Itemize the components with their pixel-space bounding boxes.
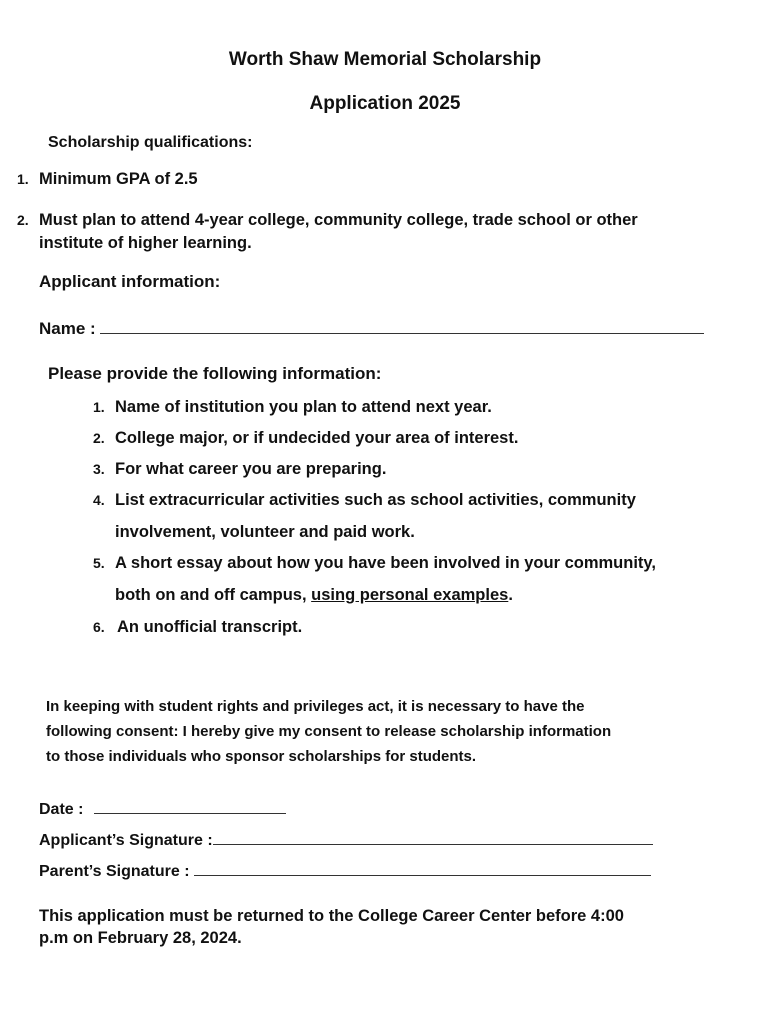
- qualifications-heading: Scholarship qualifications:: [48, 134, 253, 151]
- provide-number: 2.: [93, 430, 105, 446]
- provide-text: A short essay about how you have been involved in your community,: [115, 554, 656, 572]
- applicant-signature-field: [39, 830, 653, 850]
- provide-number: 6.: [93, 619, 105, 635]
- parent-signature-line[interactable]: [194, 861, 651, 876]
- qualification-number: 1.: [17, 171, 29, 187]
- consent-line-3: to those individuals who sponsor scholarships for students.: [46, 748, 477, 765]
- consent-line-1: In keeping with student rights and privileges act, it is necessary to have the: [46, 698, 585, 715]
- provide-text-post: .: [508, 586, 513, 604]
- qualification-item-2: [17, 211, 638, 230]
- applicant-heading: Applicant information:: [39, 272, 221, 291]
- name-signature-line[interactable]: [100, 319, 704, 334]
- provide-text-pre: both on and off campus,: [115, 586, 312, 604]
- consent-line-2: following consent: I hereby give my consent to release scholarship information: [46, 723, 612, 740]
- parent-signature-field: [39, 861, 651, 881]
- date-label: Date :: [39, 801, 84, 818]
- provide-text: For what career you are preparing.: [115, 460, 387, 478]
- applicant-signature-line[interactable]: [213, 830, 653, 845]
- provide-item-5-cont: [115, 586, 513, 605]
- footer-line-2: p.m on February 28, 2024.: [39, 929, 242, 947]
- title-line-2: Application 2025: [309, 93, 461, 114]
- name-label: Name :: [39, 319, 96, 338]
- provide-text: An unofficial transcript.: [117, 618, 303, 636]
- parent-signature-label: Parent’s Signature :: [39, 863, 190, 880]
- name-field: [39, 319, 704, 339]
- provide-number: 1.: [93, 399, 105, 415]
- provide-number: 5.: [93, 555, 105, 571]
- provide-heading: Please provide the following information:: [48, 364, 382, 383]
- provide-text: List extracurricular activities such as school activities, community: [115, 491, 636, 509]
- provide-text-underlined: using personal examples: [311, 586, 509, 604]
- title-line-1: Worth Shaw Memorial Scholarship: [228, 49, 542, 70]
- provide-text: Name of institution you plan to attend next year.: [115, 398, 492, 416]
- provide-item-4-cont: involvement, volunteer and paid work.: [115, 523, 415, 541]
- provide-item-5: [93, 554, 656, 573]
- provide-text: College major, or if undecided your area of interest.: [115, 429, 519, 447]
- provide-number: 3.: [93, 461, 105, 477]
- date-line[interactable]: [94, 799, 286, 814]
- provide-item-6: [93, 618, 302, 637]
- qualification-text: Must plan to attend 4-year college, community college, trade school or other: [39, 211, 638, 229]
- provide-item-1: [93, 398, 492, 417]
- provide-item-2: [93, 429, 518, 448]
- applicant-signature-label: Applicant’s Signature :: [39, 832, 213, 849]
- provide-item-3: [93, 460, 386, 479]
- date-field: [39, 799, 286, 819]
- qualification-number: 2.: [17, 212, 29, 228]
- qualification-text: Minimum GPA of 2.5: [39, 170, 198, 188]
- qualification-item-1: [17, 170, 198, 189]
- provide-item-4: [93, 491, 636, 510]
- footer-line-1: This application must be returned to the College Career Center before 4:00: [39, 907, 624, 925]
- provide-number: 4.: [93, 492, 105, 508]
- qualification-item-2-cont: institute of higher learning.: [39, 234, 252, 252]
